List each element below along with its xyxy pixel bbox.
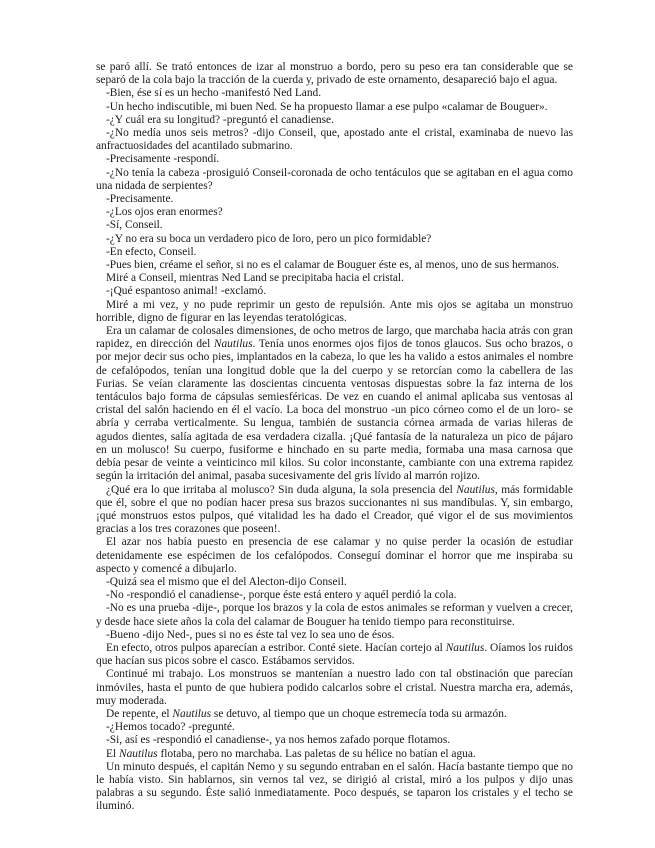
text-run: Miré a Conseil, mientras Ned Land se precipitaba hacia el cristal. xyxy=(106,272,404,285)
text-run: -En efecto, Conseil. xyxy=(106,245,197,258)
italic-text: Nautilus xyxy=(172,707,212,720)
text-run: -¿No tenía la cabeza -prosiguió Conseil-coronada de ocho tentáculos que se agitaban en el agua como una nidada de serpientes? xyxy=(96,166,573,192)
text-run: -¿Y no era su boca un verdadero pico de loro, pero un pico formidable? xyxy=(106,232,432,245)
text-run: -¿Y cuál era su longitud? -preguntó el canadiense. xyxy=(106,113,334,126)
italic-text: Nautilus xyxy=(118,747,158,760)
text-run: Continué mi trabajo. Los monstruos se mantenían a nuestro lado con tal obstinación que parecían inmóviles, hasta el punto de que hubiera podido calcarlos sobre el cristal. Nuestra marcha era, además, muy moderada. xyxy=(96,668,573,707)
paragraph xyxy=(96,734,573,747)
text-run: De repente, el xyxy=(106,707,173,720)
paragraph xyxy=(96,206,573,219)
text-run: El azar nos había puesto en presencia de ese calamar y no quise perder la ocasión de estudiar detenidamente ese espécimen de los cefalópodos. Conseguí dominar el horror que me inspiraba su aspecto y comencé a dibujarlo. xyxy=(96,536,573,575)
paragraph xyxy=(96,153,573,166)
paragraph xyxy=(96,325,573,483)
text-run: -Bien, ése sí es un hecho -manifestó Ned Land. xyxy=(106,87,322,100)
italic-text: Nautilus xyxy=(456,483,495,496)
text-run: Un minuto después, el capitán Nemo y su segundo entraban en el salón. Hacía bastante tiempo que no le había visto. Sin hablarnos, sin vernos tal vez, se dirigió al cristal, miró a los pulpos y dijo unas palabras a su segundo. Éste salió inmediatamente. Poco después, se taparon los cristales y el techo se iluminó. xyxy=(96,760,573,813)
text-run: -¡Qué espantoso animal! -exclamó. xyxy=(106,285,267,298)
text-run: se paró allí. Se trató entonces de izar al monstruo a bordo, pero su peso era tan considerable que se separó de la cola bajo la tracción de la cuerda y, privado de este ornamento, desapareció bajo el agua. xyxy=(96,61,573,87)
text-run: El xyxy=(106,747,119,760)
paragraph xyxy=(96,642,573,668)
paragraph xyxy=(96,127,573,153)
text-run: -Un hecho indiscutible, mi buen Ned. Se ha propuesto llamar a ese pulpo «calamar de Bouguer». xyxy=(106,100,548,113)
text-run: . Tenía unos enormes ojos fijos de tonos glaucos. Sus ocho brazos, o por mejor decir sus ocho pies, implantados en la cabeza, lo que les ha valido a estos animales el nombre de cefalópodos, tenían una longitud doble que la del cuerpo y se retorcían como la cabellera de las Furias. Se veían claramente las doscientas cincuenta ventosas dispuestas sobre la faz interna de los tentáculos bajo forma de cápsulas semiesféricas. De vez en cuando el animal aplicaba sus ventosas al cristal del salón haciendo en él el vacío. La boca del monstruo -un pico córneo como el de un loro- se abría y cerraba verticalmente. Su lengua, también de sustancia córnea armada de varias hileras de agudos dientes, salía agitada de esa verdadera cizalla. ¡Qué fantasía de la naturaleza un pico de pájaro en un molusco! Su cuerpo, fusiforme e hinchado en su parte media, formaba una masa carnosa que debía pesar de veinte a veinticinco mil kilos. Su color inconstante, cambiante con una extrema rapidez según la irritación del animal, pasaba sucesivamente del gris lívido al marrón rojizo. xyxy=(96,338,574,483)
paragraph xyxy=(96,233,573,246)
paragraph xyxy=(96,589,573,602)
text-run: -Si, así es -respondió el canadiense-, ya nos hemos zafado porque flotamos. xyxy=(106,734,451,747)
paragraph xyxy=(96,668,573,708)
paragraph xyxy=(96,259,573,272)
text-run: . Oíamos los ruidos que hacían sus picos sobre el casco. Estábamos servidos. xyxy=(96,641,573,668)
text-run: , más formidable que él, sobre el que no podían hacer presa sus brazos succionantes ni sus mandíbulas. Y, sin embargo, ¡qué monstruos estos pulpos, qué vitalidad les ha dado el Creador, qué vigor el de sus movimientos gracias a los tres corazones que poseen!. xyxy=(96,483,573,536)
text-run: -Precisamente -respondí. xyxy=(106,153,220,166)
paragraph xyxy=(96,761,573,814)
text-run: -Precisamente. xyxy=(106,193,174,206)
paragraph xyxy=(96,708,573,721)
paragraph xyxy=(96,285,573,298)
text-run: -Bueno -dijo Ned-, pues si no es éste tal vez lo sea uno de ésos. xyxy=(106,628,395,641)
document-page xyxy=(96,61,573,814)
paragraph xyxy=(96,602,573,628)
paragraph xyxy=(96,748,573,761)
paragraph xyxy=(96,246,573,259)
text-run: -No es una prueba -dije-, porque los brazos y la cola de estos animales se reforman y vuelven a crecer, y desde hace siete años la cola del calamar de Bouguer ha tenido tiempo para reconstituirse. xyxy=(96,602,573,628)
text-run: Miré a mi vez, y no pude reprimir un gesto de repulsión. Ante mis ojos se agitaba un monstruo horrible, digno de figurar en las leyendas teratológicas. xyxy=(96,298,573,324)
text-run: -No -respondió el canadiense-, porque éste está entero y aquél perdió la cola. xyxy=(106,589,457,602)
text-run: flotaba, pero no marchaba. Las paletas de su hélice no batían el agua. xyxy=(157,747,476,760)
text-run: Era un calamar de colosales dimensiones, de ocho metros de largo, que marchaba hacia atrás con gran rapidez, en dirección del xyxy=(96,325,573,351)
paragraph xyxy=(96,167,573,193)
paragraph xyxy=(96,629,573,642)
paragraph xyxy=(96,576,573,589)
text-run: -¿No medía unos seis metros? -dijo Conseil, que, apostado ante el cristal, examinaba de nuevo las anfractuosidades del acantilado submarino. xyxy=(96,127,573,153)
text-run: -¿Los ojos eran enormes? xyxy=(106,206,223,219)
paragraph xyxy=(96,721,573,734)
paragraph xyxy=(96,272,573,285)
paragraph xyxy=(96,299,573,325)
paragraph xyxy=(96,536,573,576)
text-run: -Pues bien, créame el señor, si no es el calamar de Bouguer éste es, al menos, uno de sus hermanos. xyxy=(106,259,560,272)
paragraph xyxy=(96,219,573,232)
text-run: ¿Qué era lo que irritaba al molusco? Sin duda alguna, la sola presencia del xyxy=(106,483,457,496)
paragraph xyxy=(96,87,573,100)
paragraph xyxy=(96,484,573,537)
paragraph xyxy=(96,193,573,206)
paragraph xyxy=(96,114,573,127)
italic-text: Nautilus xyxy=(445,641,485,654)
text-run: -Quizá sea el mismo que el del Alecton-dijo Conseil. xyxy=(106,575,347,588)
paragraph xyxy=(96,61,573,87)
text-run: -¿Hemos tocado? -pregunté. xyxy=(106,721,235,734)
text-run: se detuvo, al tiempo que un choque estremecía toda su armazón. xyxy=(211,707,507,720)
italic-text: Nautilus xyxy=(213,338,253,351)
paragraph xyxy=(96,101,573,114)
text-run: -Sí, Conseil. xyxy=(106,219,163,232)
text-run: En efecto, otros pulpos aparecían a estribor. Conté siete. Hacían cortejo al xyxy=(106,641,446,654)
